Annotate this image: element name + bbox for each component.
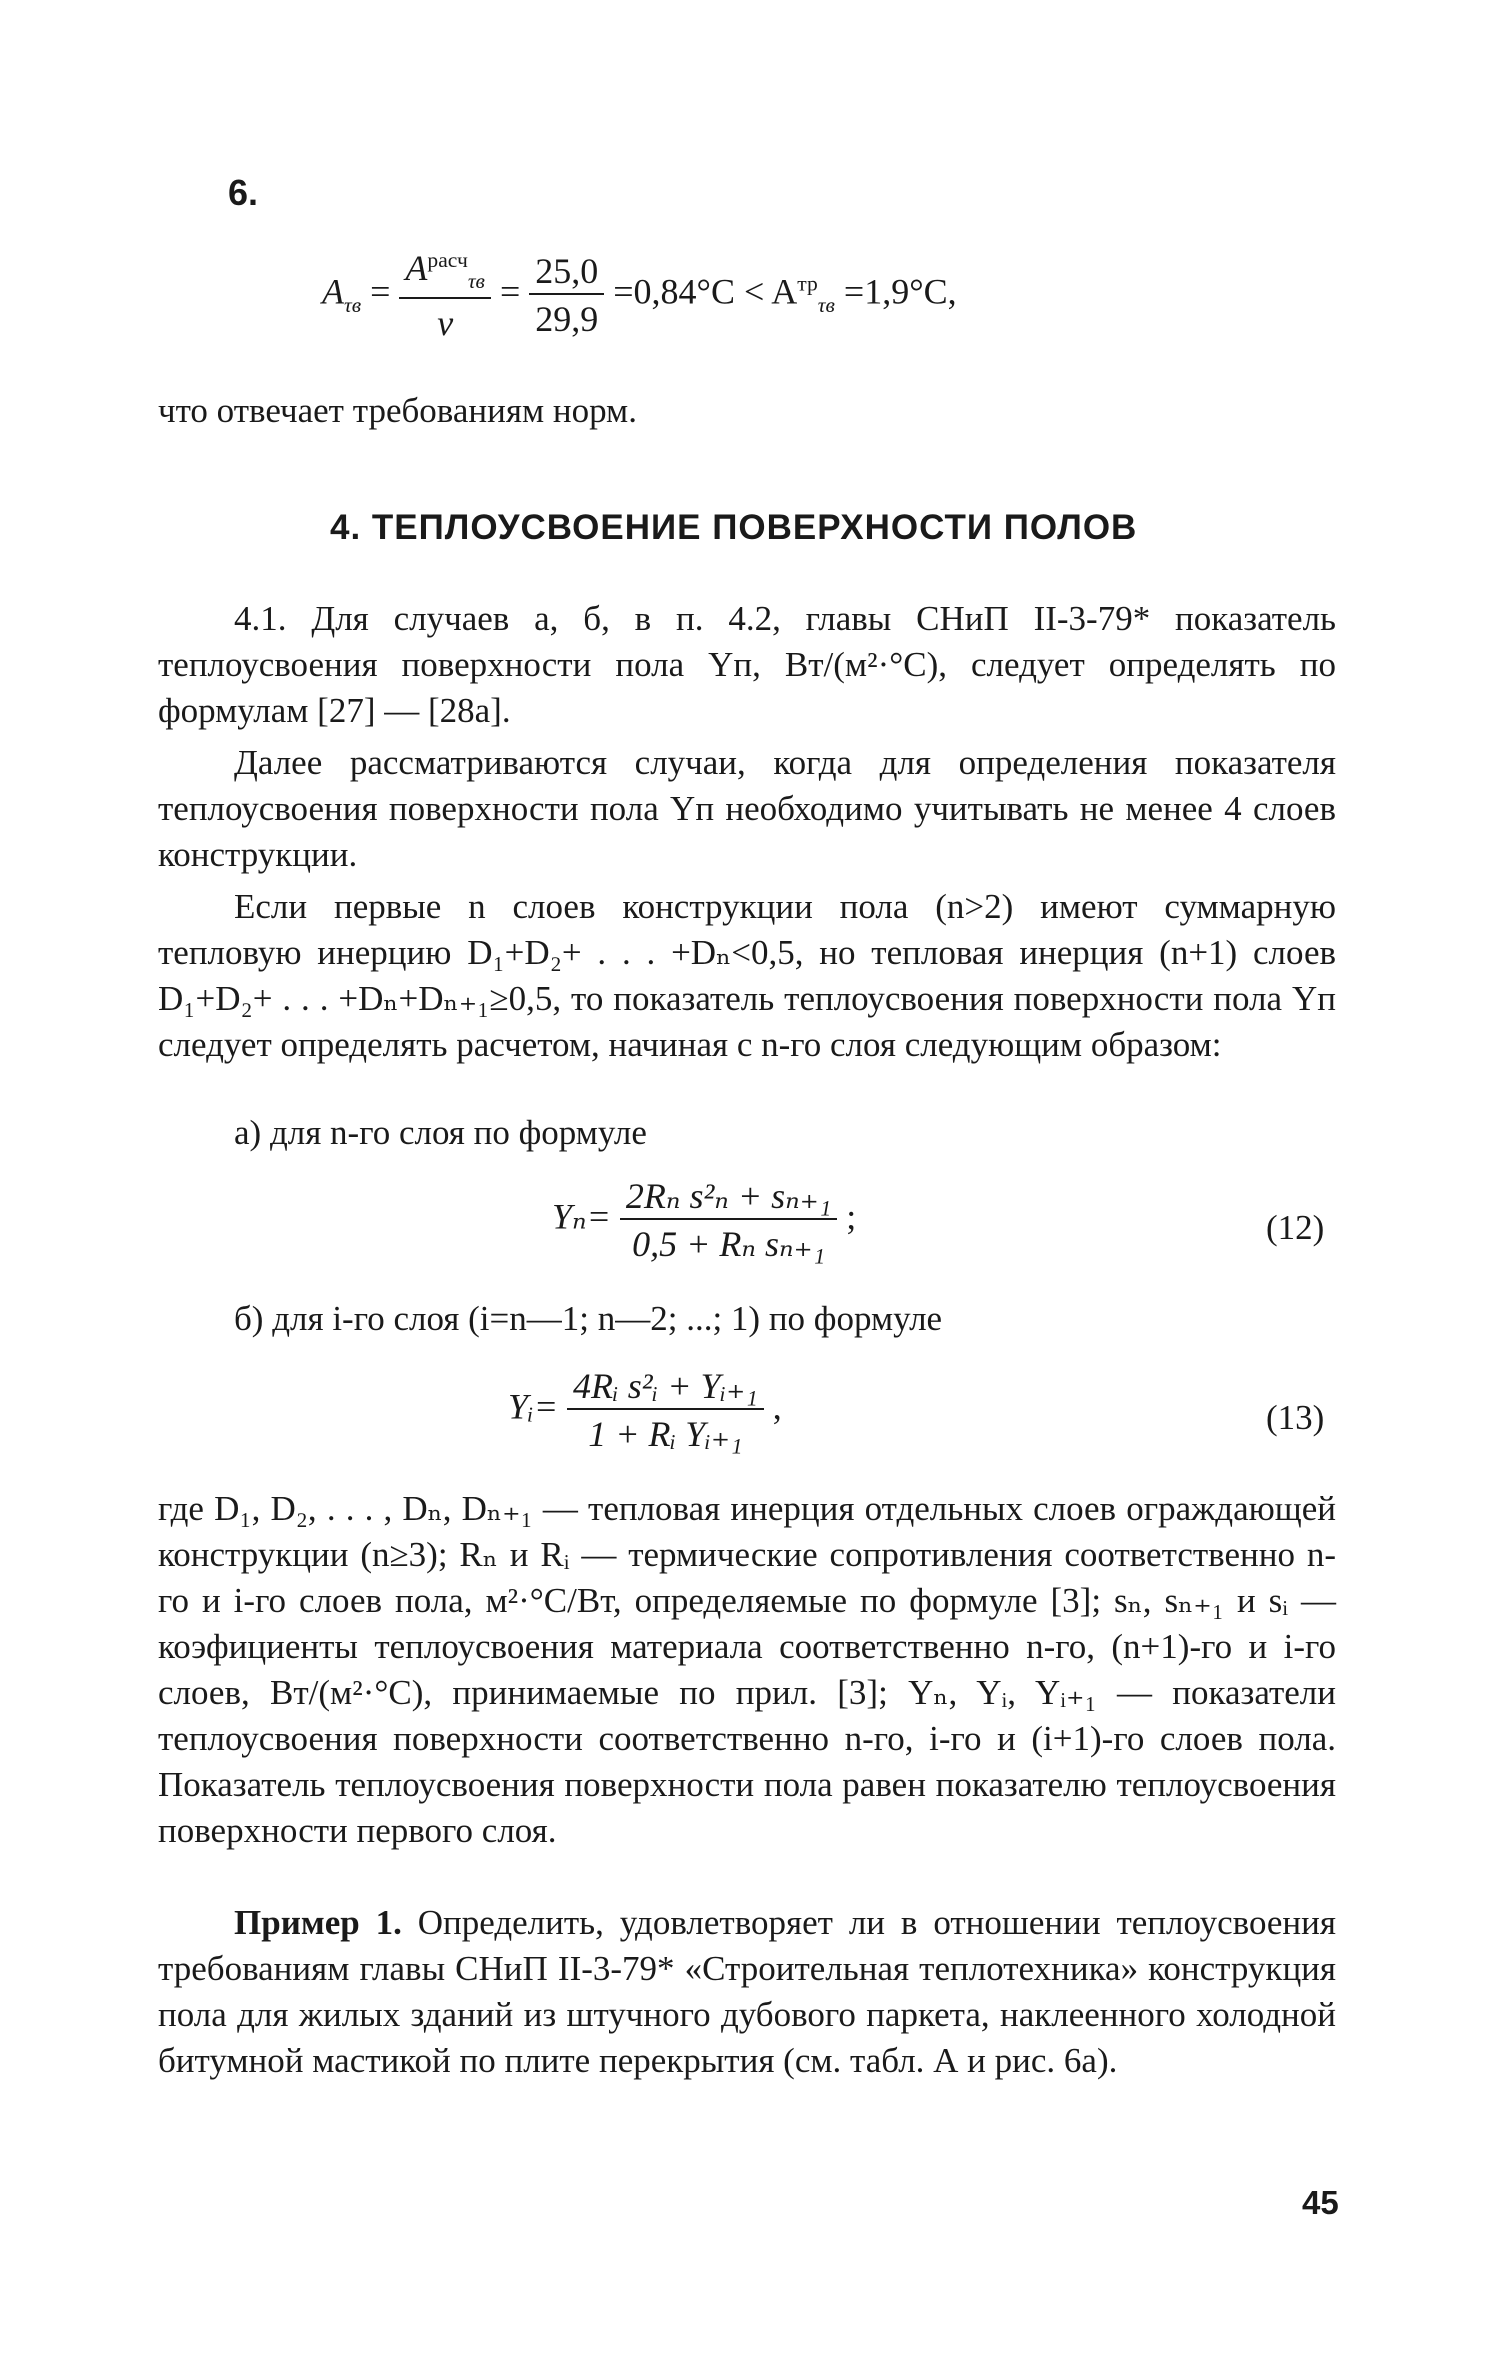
conclusion-text: что отвечает требованиям норм. [158, 391, 637, 430]
example-text: Определить, удовлетворяет ли в отношении теплоусвоения требованиям главы СНиП II-3-79* «Строительная теплотехника» конструкция пола для жилых зданий из штучного дубового паркета, наклеенного холодной битумной мастикой по плите перекрытия (см. табл. А и рис. 6а). [158, 1903, 1336, 2080]
formula-a-num2: 25,0 [535, 251, 599, 292]
formula-a-req-sup: тр [797, 271, 818, 296]
formula-13-fraction [567, 1368, 764, 1452]
equation-number-12: (12) [1266, 1208, 1325, 1247]
formula-12-tail: ; [846, 1196, 857, 1237]
paragraph-cases: Далее рассматриваются случаи, когда для определения показателя теплоусвоения поверхности пола Yп необходимо учитывать не менее 4 слоев конструкции. [158, 743, 1336, 874]
item-number: 6. [228, 172, 259, 213]
paragraph-if: Если первые n слоев конструкции пола (n>2) имеют суммарную тепловую инерцию D₁+D₂+ . . . +Dₙ<0,5, но тепловая инерция (n+1) слоев D₁+D₂+ . . . +Dₙ+Dₙ₊₁≥0,5, то показатель теплоусвоения поверхности пола Yп следует определять расчетом, начиная с n-го слоя следующим образом: [158, 887, 1336, 1064]
formula-a-fraction1 [399, 250, 491, 341]
formula-a-den: ν [399, 297, 491, 341]
formula-12-num: 2Rₙ s²ₙ + sₙ₊₁ [625, 1176, 832, 1216]
formula-a-num-sub: τв [467, 269, 485, 294]
section-heading: 4. ТЕПЛОУСВОЕНИЕ ПОВЕРХНОСТИ ПОЛОВ [330, 508, 1138, 547]
paragraph-where: где D₁, D₂, . . . , Dₙ, Dₙ₊₁ — тепловая инерция отдельных слоев ограждающей конструкции (n≥3); Rₙ и Rᵢ — термические сопротивления соответственно n-го и i-го слоев пола, м²·°С/Вт, определяемые по формуле [3]; sₙ, sₙ₊₁ и sᵢ — коэфициенты теплоусвоения материала соответственно n-го, (n+1)-го и i-го слоев, Вт/(м²·°С), принимаемые по прил. [3]; Yₙ, Yᵢ, Yᵢ₊₁ — показатели теплоусвоения поверхности соответственно n-го, i-го и (i+1)-го слоев пола. Показатель теплоусвоения поверхности пола равен показателю теплоусвоения поверхности первого слоя. [158, 1489, 1336, 1850]
paragraph-b: б) для i-го слоя (i=n—1; n—2; ...; 1) по формуле [234, 1299, 943, 1338]
formula-a-lhs-sub: τв [344, 292, 362, 317]
paragraph-a: а) для n-го слоя по формуле [234, 1113, 647, 1152]
paragraph-4-1: 4.1. Для случаев а, б, в п. 4.2, главы СНиП II-3-79* показатель теплоусвоения поверхности пола Yп, Вт/(м²·°С), следует определять по формулам [27] — [28а]. [158, 599, 1336, 730]
formula-13-lhs: Yᵢ= [508, 1386, 559, 1427]
formula-13-tail: , [772, 1386, 782, 1427]
equation-number-13: (13) [1266, 1398, 1325, 1437]
formula-a-den2: 29,9 [529, 293, 604, 337]
page-number: 45 [1302, 2184, 1339, 2221]
formula-13 [508, 1368, 782, 1452]
formula-a-lhs: A [322, 271, 344, 312]
formula-a-tau: $A_{\tau в}$ = $\frac{A^{расч}_{\tau в}}{\nu}$ = $\frac{25,0}{29,9}$ $=0,84^\circ C < A^{тр}_{\tau в} =1,9^\circ C$, [322, 248, 957, 343]
example-label: Пример 1. [234, 1903, 402, 1942]
formula-a-req-value: =1,9°C, [843, 271, 957, 312]
paragraph-example [158, 1900, 1336, 2084]
formula-a-num-sup: расч [427, 248, 468, 272]
formula-a-num: A [405, 248, 428, 288]
formula-12-lhs: Yₙ= [552, 1196, 611, 1237]
formula-13-num: 4Rᵢ s²ᵢ + Yᵢ₊₁ [573, 1366, 758, 1406]
formula-12 [552, 1178, 856, 1262]
formula-a-fraction2 [529, 251, 604, 340]
formula-12-den: 0,5 + Rₙ sₙ₊₁ [620, 1218, 837, 1262]
formula-12-fraction [620, 1178, 837, 1262]
formula-a-result: =0,84°C < A [613, 271, 798, 312]
formula-a-req-sub: τв [817, 292, 835, 317]
formula-13-den: 1 + Rᵢ Yᵢ₊₁ [567, 1408, 764, 1452]
